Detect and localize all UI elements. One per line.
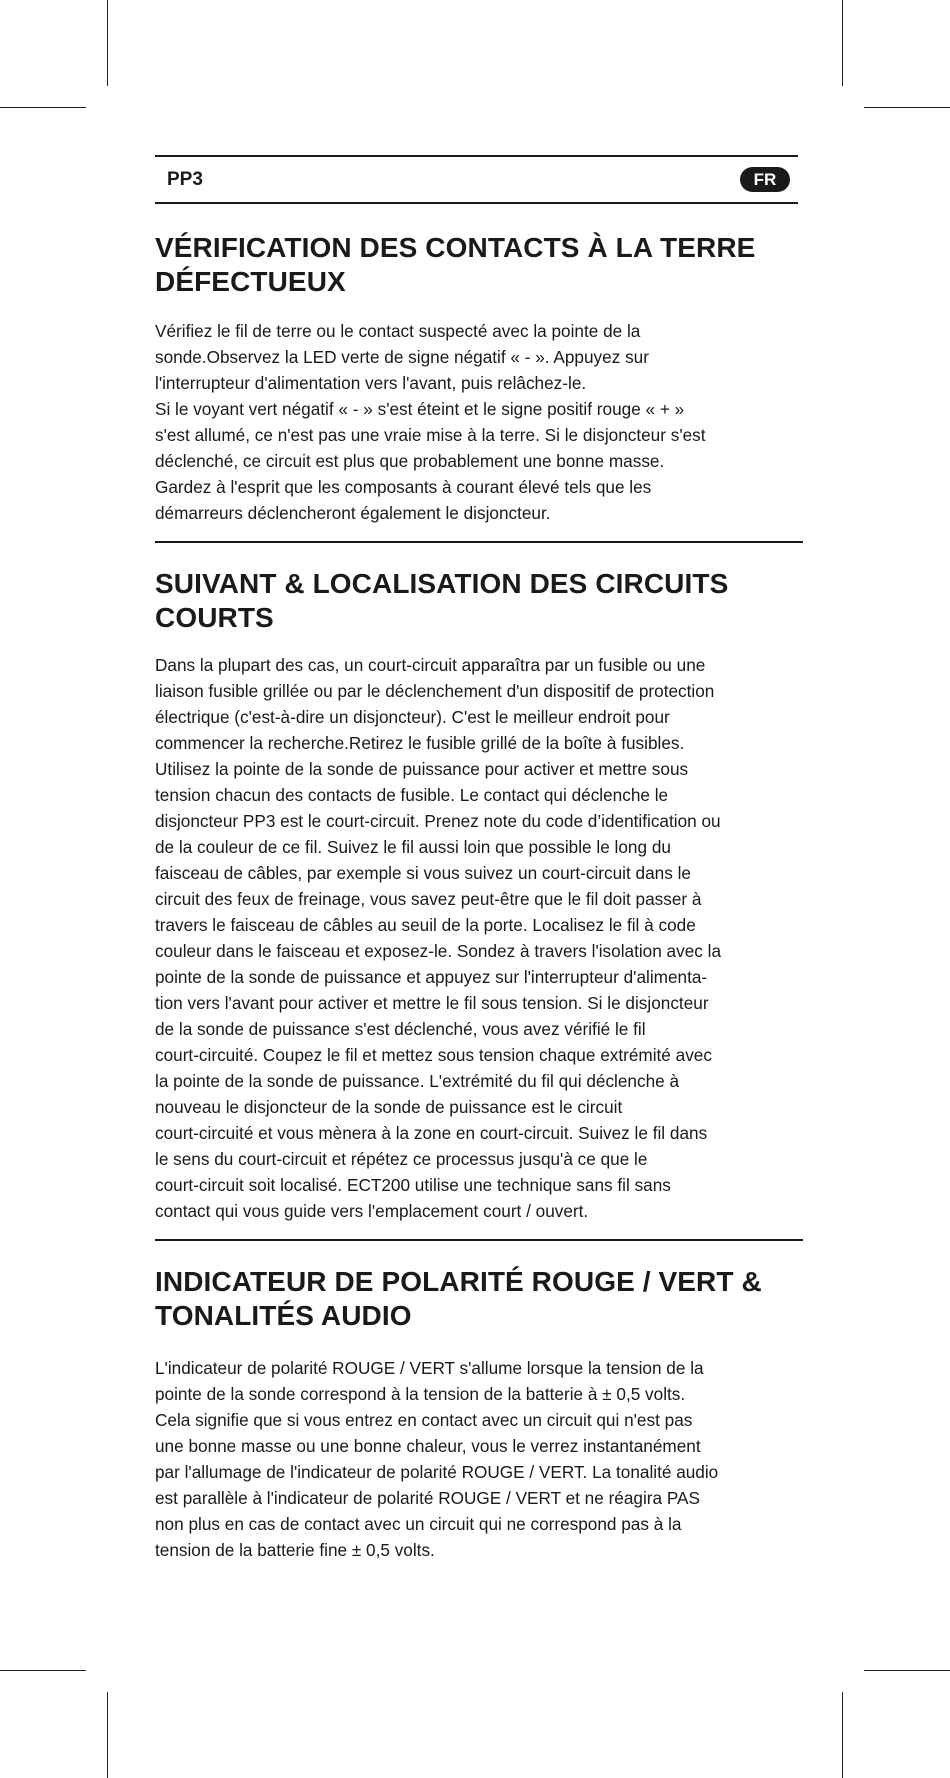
crop-mark-bottom-right-horizontal [864,1670,950,1671]
crop-mark-top-right-horizontal [864,107,950,108]
section-body: Vérifiez le fil de terre ou le contact suspecté avec la pointe de la sonde.Observez la LED verte de signe négatif « - ». Appuyez sur l'interrupteur d'alimentation vers l'avant, puis relâchez-le. Si le voyant vert négatif « - » s'est éteint et le signe positif rouge « + » s'est allumé, ce n'est pas une vraie mise à la terre. Si le disjoncteur s'est déclenché, ce circuit est plus que probablement une bonne masse. Gardez à l'esprit que les composants à courant élevé tels que les démarreurs déclencheront également le disjoncteur. [155,321,706,523]
manual-page [155,155,800,1563]
section-title: VÉRIFICATION DES CONTACTS À LA TERRE DÉFECTUEUX [155,232,756,297]
crop-mark-top-right-vertical [842,0,843,86]
crop-mark-bottom-left-vertical [107,1692,108,1778]
section-polarity-indicator [155,1265,803,1563]
page-header [155,155,798,204]
crop-mark-top-left-vertical [107,0,108,86]
section-divider [155,541,803,543]
crop-mark-top-left-horizontal [0,107,86,108]
section-body: Dans la plupart des cas, un court-circuit apparaîtra par un fusible ou une liaison fusible grillée ou par le déclenchement d'un dispositif de protection électrique (c'est-à-dire un disjoncteur). C'est le meilleur endroit pour commencer la recherche.Retirez le fusible grillé de la boîte à fusibles. Utilisez la pointe de la sonde de puissance pour activer et mettre sous tension chacun des contacts de fusible. Le contact qui déclenche le disjoncteur PP3 est le court-circuit. Prenez note du code d’identification ou de la couleur de ce fil. Suivez le fil aussi loin que possible le long du faisceau de câbles, par exemple si vous suivez un court-circuit dans le circuit des feux de freinage, vous savez peut-être que le fil doit passer à travers le faisceau de câbles au seuil de la porte. Localisez le fil à code couleur dans le faisceau et exposez-le. Sondez à travers l'isolation avec la pointe de la sonde de puissance et appuyez sur l'interrupteur d'alimenta- tion vers l'avant pour activer et mettre le fil sous tension. Si le disjoncteur de la sonde de puissance s'est déclenché, vous avez vérifié le fil court-circuité. Coupez le fil et mettez sous tension chaque extrémité avec la pointe de la sonde de puissance. L'extrémité du fil qui déclenche à nouveau le disjoncteur de la sonde de puissance est le circuit court-circuité et vous mènera à la zone en court-circuit. Suivez le fil dans le sens du court-circuit et répétez ce processus jusqu'à ce que le court-circuit soit localisé. ECT200 utilise une technique sans fil sans contact qui vous guide vers l'emplacement court / ouvert. [155,655,722,1221]
section-divider [155,1239,803,1241]
section-body: L'indicateur de polarité ROUGE / VERT s'allume lorsque la tension de la pointe de la sonde correspond à la tension de la batterie à ± 0,5 volts. Cela signifie que si vous entrez en contact avec un circuit qui n'est pas une bonne masse ou une bonne chaleur, vous le verrez instantanément par l'allumage de l'indicateur de polarité ROUGE / VERT. La tonalité audio est parallèle à l'indicateur de polarité ROUGE / VERT et ne réagira PAS non plus en cas de contact avec un circuit qui ne correspond pas à la tension de la batterie fine ± 0,5 volts. [155,1358,719,1560]
section-title: SUIVANT & LOCALISATION DES CIRCUITS COURTS [155,568,729,633]
crop-mark-bottom-left-horizontal [0,1670,86,1671]
language-badge: FR [740,167,790,192]
section-short-circuits [155,567,803,1224]
section-ground-contacts [155,231,803,526]
model-title: PP3 [167,169,203,190]
section-title: INDICATEUR DE POLARITÉ ROUGE / VERT & TONALITÉS AUDIO [155,1266,762,1331]
crop-mark-bottom-right-vertical [842,1692,843,1778]
